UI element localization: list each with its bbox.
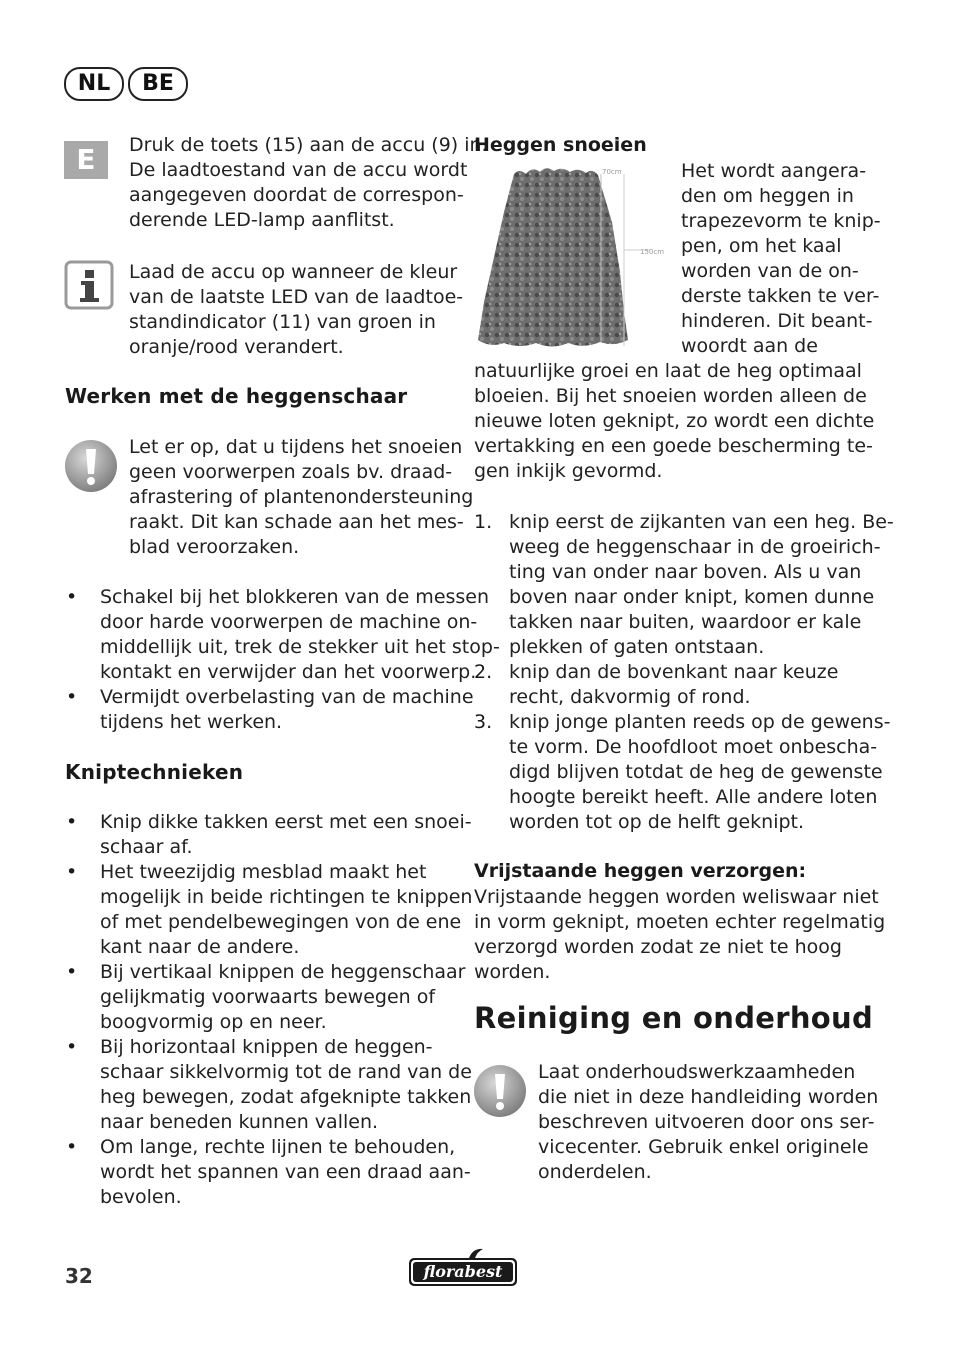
text-line: derende LED-lamp aanflitst. [129, 209, 395, 231]
text-line: knip eerst de zijkanten van een heg. Be- [509, 511, 894, 533]
text-line: kant naar de andere. [100, 936, 300, 958]
text-line: Het tweezijdig mesblad maakt het [100, 861, 427, 883]
svg-text:150cm: 150cm [640, 248, 665, 256]
bullet-dot: • [66, 1136, 78, 1158]
text-line: Let er op, dat u tijdens het snoeien [129, 436, 463, 458]
text-line: onderdelen. [538, 1161, 652, 1183]
text-line: De laadtoestand van de accu wordt [129, 159, 468, 181]
text-line: van de laatste LED van de laadtoe- [129, 286, 464, 308]
info-icon [64, 260, 114, 310]
text-line: raakt. Dit kan schade aan het mes- [129, 511, 464, 533]
text-line: schaar sikkelvormig tot de rand van de [100, 1061, 472, 1083]
text-line: knip dan de bovenkant naar keuze [509, 661, 839, 683]
text-line: door harde voorwerpen de machine on- [100, 611, 478, 633]
text-line: oranje/rood verandert. [129, 336, 344, 358]
hedge-full-text [474, 359, 874, 484]
bullet-dot: • [66, 811, 78, 833]
section-heading-reiniging: Reiniging en onderhoud [474, 1001, 874, 1035]
text-line: aangegeven doordat de correspon- [129, 184, 464, 206]
warning-icon [63, 438, 119, 494]
text-line: trapezevorm te knip- [681, 210, 881, 232]
text-line: Bij vertikaal knippen de heggenschaar [100, 961, 466, 983]
e-note-text [129, 133, 488, 233]
text-line: pen, om het kaal [681, 235, 842, 257]
text-line: naar beneden kunnen vallen. [100, 1111, 379, 1133]
text-line: vicecenter. Gebruik enkel originele [538, 1136, 869, 1158]
text-line: afrastering of plantenondersteuning [129, 486, 474, 508]
text-line: worden tot op de helft geknipt. [509, 811, 805, 833]
list-item [100, 810, 472, 860]
step-number: 2. [474, 661, 493, 683]
text-line: te vorm. De hoofdloot moet onbescha- [509, 736, 878, 758]
text-line: ting van onder naar boven. Als u van [509, 561, 862, 583]
text-line: die niet in deze handleiding worden [538, 1086, 879, 1108]
list-item [509, 660, 838, 710]
list-item [100, 960, 465, 1035]
hedge-illustration [474, 162, 670, 352]
text-line: Het wordt aangera- [681, 160, 867, 182]
text-line: hoogte bereikt heeft. Alle andere loten [509, 786, 878, 808]
list-item [509, 510, 894, 660]
page-number: 32 [65, 1264, 93, 1288]
text-line: takken naar buiten, waardoor er kale [509, 611, 862, 633]
text-line: vertakking en een goede bescherming te- [474, 435, 873, 457]
list-item [100, 1035, 472, 1135]
text-line: mogelijk in beide richtingen te knippen [100, 886, 473, 908]
text-line: Schakel bij het blokkeren van de messen [100, 586, 490, 608]
info-note-text [129, 260, 463, 360]
text-line: Vrijstaande heggen worden weliswaar niet [474, 886, 879, 908]
text-line: hinderen. Dit beant- [681, 310, 873, 332]
text-line: schaar af. [100, 836, 193, 858]
text-line: middellijk uit, trek de stekker uit het stop- [100, 636, 500, 658]
free-hedge-text [474, 885, 885, 985]
text-line: den om heggen in [681, 185, 854, 207]
text-line: Knip dikke takken eerst met een snoei- [100, 811, 472, 833]
bullet-dot: • [66, 686, 78, 708]
text-line: digd blijven totdat de heg de gewenste [509, 761, 883, 783]
bullet-dot: • [66, 861, 78, 883]
text-line: geen voorwerpen zoals bv. draad- [129, 461, 453, 483]
heading-heggen-snoeien: Heggen snoeien [474, 134, 647, 156]
section-heading-kniptechnieken: Kniptechnieken [65, 760, 244, 784]
text-line: in vorm geknipt, moeten echter regelmatig [474, 911, 886, 933]
text-line: recht, dakvormig of rond. [509, 686, 751, 708]
text-line: heg bewegen, zodat afgeknipte takken [100, 1086, 472, 1108]
text-line: Bij horizontaal knippen de heggen- [100, 1036, 433, 1058]
text-line: blad veroorzaken. [129, 536, 300, 558]
bullet-dot: • [66, 961, 78, 983]
text-line: plekken of gaten ontstaan. [509, 636, 765, 658]
text-line: Om lange, rechte lijnen te behouden, [100, 1136, 456, 1158]
text-line: knip jonge planten reeds op de gewens- [509, 711, 891, 733]
text-line: worden van de on- [681, 260, 859, 282]
list-item [100, 1135, 471, 1210]
text-line: of met pendelbewegingen von de ene [100, 911, 462, 933]
maintenance-warning-text [538, 1060, 878, 1185]
text-line: standindicator (11) van groen in [129, 311, 436, 333]
text-line: bevolen. [100, 1186, 182, 1208]
text-line: beschreven uitvoeren door ons ser- [538, 1111, 875, 1133]
warning-text [129, 435, 473, 560]
text-line: kontakt en verwijder dan het voorwerp. [100, 661, 477, 683]
language-badge-be: BE [128, 67, 188, 101]
text-line: worden. [474, 961, 551, 983]
text-line: boogvormig op en neer. [100, 1011, 327, 1033]
text-line: boven naar onder knipt, komen dunne [509, 586, 875, 608]
list-item [509, 710, 890, 835]
text-line: woordt aan de [681, 335, 818, 357]
brand-logo-text: florabest [423, 1262, 503, 1281]
list-item [100, 585, 500, 685]
bullet-dot: • [66, 1036, 78, 1058]
section-heading-werken: Werken met de heggenschaar [65, 384, 408, 408]
text-line: wordt het spannen van een draad aan- [100, 1161, 471, 1183]
text-line: derste takken te ver- [681, 285, 880, 307]
warning-icon [472, 1063, 528, 1119]
text-line: nieuwe loten geknipt, zo wordt een dichte [474, 410, 875, 432]
list-item [100, 685, 474, 735]
step-number: 1. [474, 511, 493, 533]
text-line: Laad de accu op wanneer de kleur [129, 261, 458, 283]
brand-logo [407, 1246, 519, 1288]
list-item [100, 860, 472, 960]
text-line: tijdens het werken. [100, 711, 283, 733]
hedge-side-text [681, 159, 881, 359]
text-line: Vermijdt overbelasting van de machine [100, 686, 474, 708]
text-line: weeg de heggenschaar in de groeirich- [509, 536, 881, 558]
e-label-icon: E [64, 141, 108, 179]
text-line: verzorgd worden zodat ze niet te hoog [474, 936, 842, 958]
svg-text:70cm: 70cm [602, 168, 622, 176]
text-line: Druk de toets (15) aan de accu (9) in. [129, 134, 488, 156]
language-badge-nl: NL [64, 67, 124, 101]
text-line: Laat onderhoudswerkzaamheden [538, 1061, 856, 1083]
text-line: natuurlijke groei en laat de heg optimaal [474, 360, 862, 382]
heading-vrijstaande-heggen: Vrijstaande heggen verzorgen: [474, 860, 807, 882]
text-line: bloeien. Bij het snoeien worden alleen de [474, 385, 867, 407]
step-number: 3. [474, 711, 493, 733]
text-line: gen inkijk gevormd. [474, 460, 663, 482]
text-line: gelijkmatig voorwaarts bewegen of [100, 986, 436, 1008]
bullet-dot: • [66, 586, 78, 608]
